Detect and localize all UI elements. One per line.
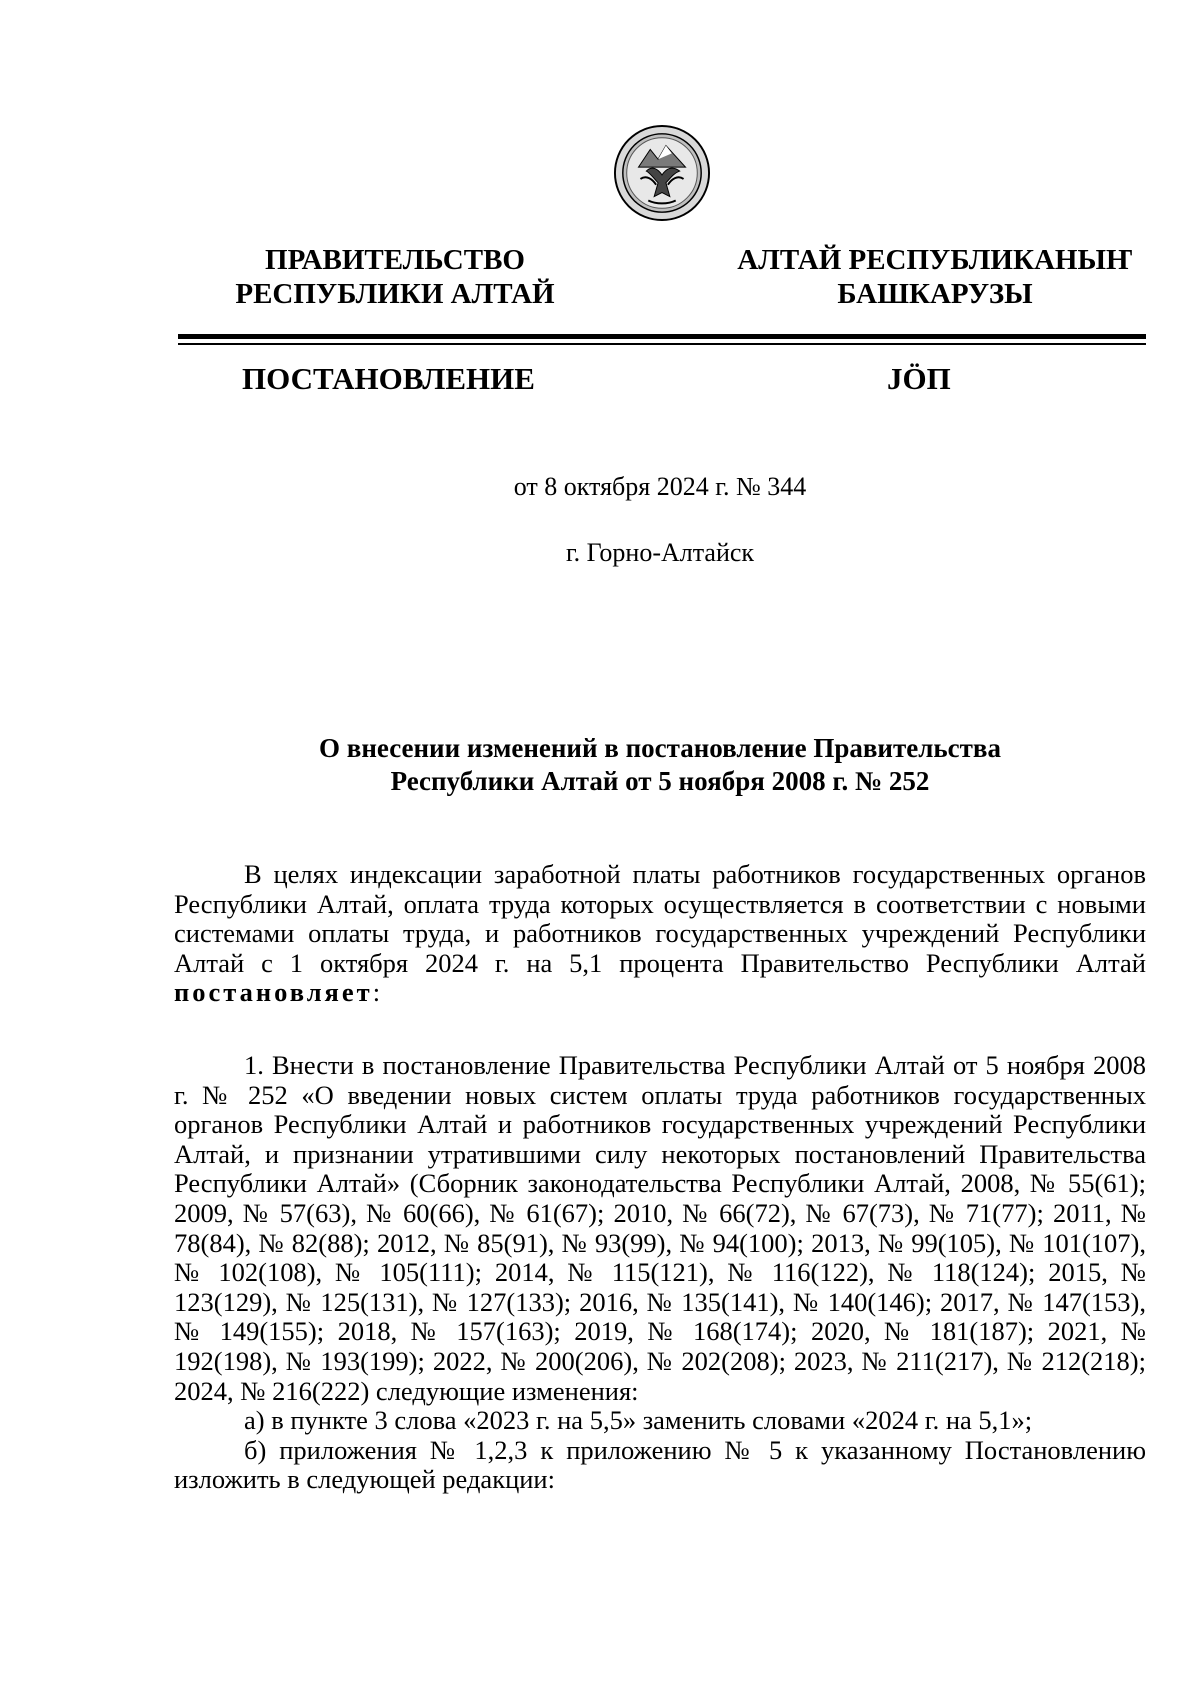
preamble-paragraph	[174, 860, 1146, 1008]
org-ru-line1: ПРАВИТЕЛЬСТВО	[265, 244, 525, 276]
header-divider-thin	[178, 343, 1146, 345]
document-city: г. Горно-Алтайск	[565, 538, 755, 567]
doctype-alt: JӦП	[887, 361, 951, 396]
document-title	[172, 732, 1148, 798]
org-ru-line2: РЕСПУБЛИКИ АЛТАЙ	[235, 278, 555, 310]
doctype-ru: ПОСТАНОВЛЕНИЕ	[242, 361, 535, 396]
preamble-keyword: постановляет	[174, 977, 373, 1008]
document-date-number: от 8 октября 2024 г. № 344	[513, 472, 807, 501]
preamble-end: :	[372, 977, 381, 1008]
organization-name-ru	[215, 243, 575, 311]
clause-1	[174, 1051, 1146, 1495]
coat-of-arms-icon	[613, 124, 711, 222]
org-alt-line1: АЛТАЙ РЕСПУБЛИКАНЫҤ	[737, 244, 1133, 276]
clause-1-item-b: б) приложения № 1,2,3 к приложению № 5 к указанному Постановлению изложить в следующей редакции:	[174, 1434, 1146, 1495]
title-line1: О внесении изменений в постановление Правительства	[319, 733, 1001, 763]
organization-name-alt	[720, 243, 1150, 311]
clause-1-item-a: а) в пункте 3 слова «2023 г. на 5,5» заменить словами «2024 г. на 5,1»;	[244, 1405, 1033, 1436]
org-alt-line2: БАШКАРУЗЫ	[837, 278, 1033, 310]
preamble-text: В целях индексации заработной платы работников государственных органов Республики Алтай, оплата труда которых осуществляется в соответствии с новыми системами оплаты труда, и работников государственных учреждений Республики Алтай с 1 октября 2024 г. на 5,1 процента Правительство Республики Алтай	[174, 859, 1146, 978]
header-divider-thick	[178, 334, 1146, 339]
title-line2: Республики Алтай от 5 ноября 2008 г. № 252	[390, 766, 930, 796]
clause-1-text: 1. Внести в постановление Правительства Республики Алтай от 5 ноября 2008 г. № 252 «О введении новых систем оплаты труда работников государственных органов Республики Алтай и работников государственных учреждений Республики Алтай, и признании утратившими силу некоторых постановлений Правительства Республики Алтай» (Сборник законодательства Республики Алтай, 2008, № 55(61); 2009, № 57(63), № 60(66), № 61(67); 2010, № 66(72), № 67(73), № 71(77); 2011, № 78(84), № 82(88); 2012, № 85(91), № 93(99), № 94(100); 2013, № 99(105), № 101(107), № 102(108), № 105(111); 2014, № 115(121), № 116(122), № 118(124); 2015, № 123(129), № 125(131), № 127(133); 2016, № 135(141), № 140(146); 2017, № 147(153), № 149(155); 2018, № 157(163); 2019, № 168(174); 2020, № 181(187); 2021, № 192(198), № 193(199); 2022, № 200(206), № 202(208); 2023, № 211(217), № 212(218); 2024, № 216(222) следующие изменения:	[174, 1050, 1146, 1406]
